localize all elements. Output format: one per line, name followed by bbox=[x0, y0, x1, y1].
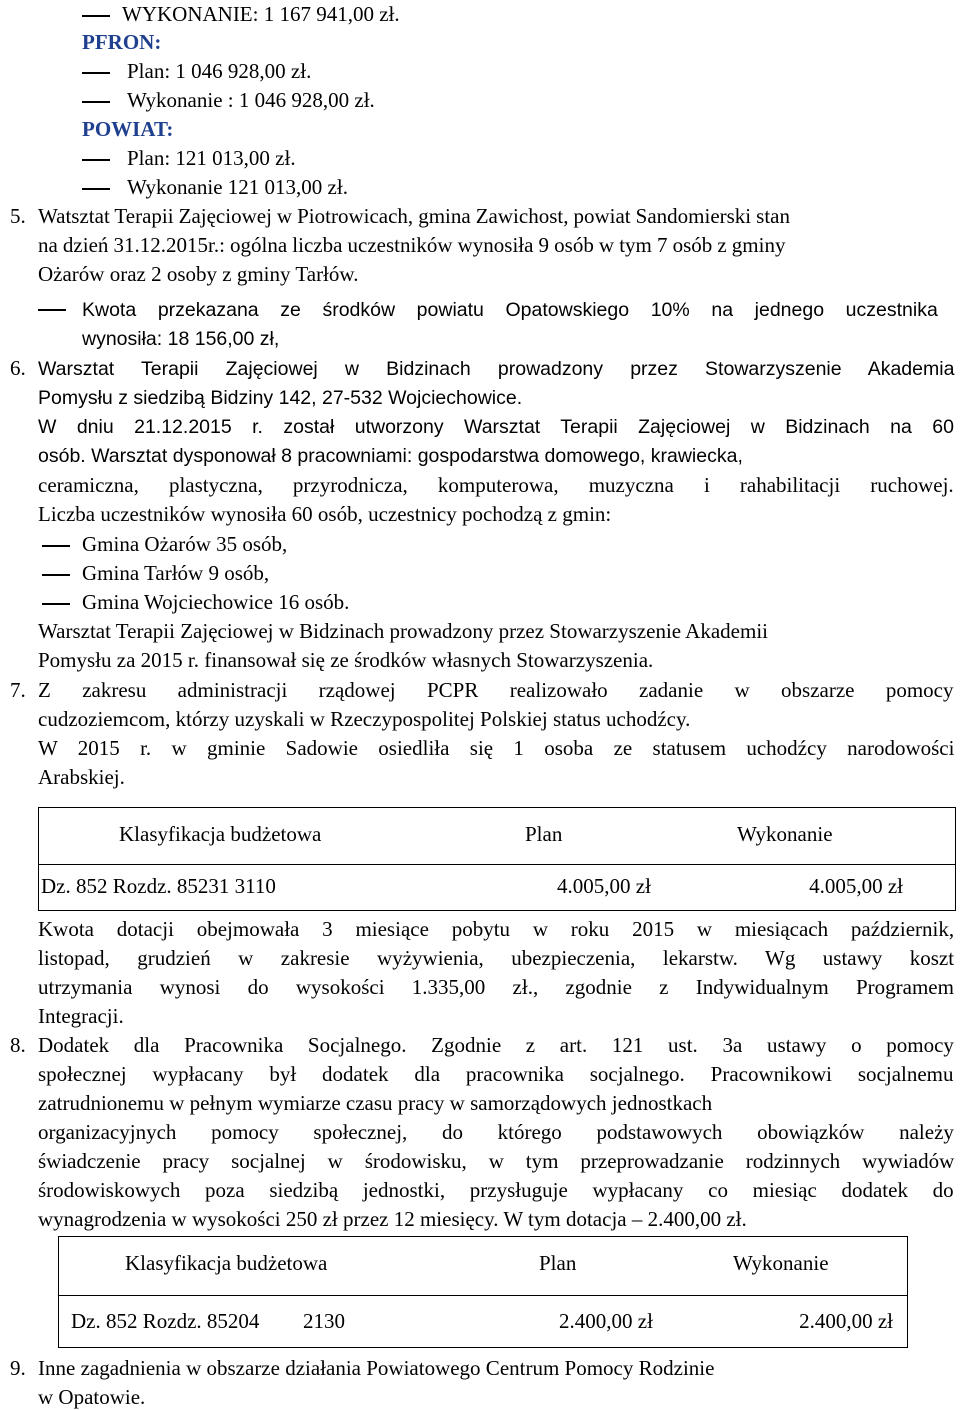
item6-line6: Liczba uczestników wynosiła 60 osób, uczestnicy pochodzą z gmin: bbox=[38, 502, 612, 526]
item5-bullet-line1: Kwota przekazana ze środków powiatu Opatowskiego 10% na jednego uczestnika bbox=[82, 299, 938, 321]
item8-line7: wynagrodzenia w wysokości 250 zł przez 12 miesięcy. W tym dotacja – 2.400,00 zł. bbox=[38, 1207, 747, 1231]
item8-line5: świadczenie pracy socjalnej w środowisku, w tym przeprowadzanie rodzinnych wywiadów bbox=[38, 1149, 955, 1173]
item8-line2: społecznej wypłacany był dodatek dla pracownika socjalnego. Pracownikowi socjalnemu bbox=[38, 1062, 954, 1086]
pfron-plan: Plan: 1 046 928,00 zł. bbox=[127, 59, 312, 83]
item6-line1: Warsztat Terapii Zajęciowej w Bidzinach prowadzony przez Stowarzyszenie Akademia bbox=[38, 358, 955, 380]
item5-line2: na dzień 31.12.2015r.: ogólna liczba uczestników wynosiła 9 osób w tym 7 osób z gminy bbox=[38, 233, 786, 257]
table-header-klasyfikacja: Klasyfikacja budżetowa bbox=[125, 1251, 328, 1275]
item7-line4: Arabskiej. bbox=[38, 765, 125, 789]
item-number: 6. bbox=[10, 356, 26, 380]
item7-line2: cudzoziemcom, którzy uzyskali w Rzeczypospolitej Polskiej status uchodźcy. bbox=[38, 707, 691, 731]
table-header-plan: Plan bbox=[525, 822, 563, 846]
item9-line1: Inne zagadnienia w obszarze działania Powiatowego Centrum Pomocy Rodzinie bbox=[38, 1356, 715, 1380]
dash-bullet bbox=[82, 159, 110, 161]
dash-bullet bbox=[42, 574, 70, 576]
item8-line3: zatrudnionemu w pełnym wymiarze czasu pracy w samorządowych jednostkach bbox=[38, 1091, 713, 1115]
table-divider bbox=[39, 864, 955, 865]
table-cell-plan: 2.400,00 zł bbox=[559, 1309, 653, 1333]
table-cell-wykonanie: 2.400,00 zł bbox=[799, 1309, 893, 1333]
dash-bullet bbox=[38, 309, 66, 311]
powiat-plan: Plan: 121 013,00 zł. bbox=[127, 146, 296, 170]
table-cell-plan: 4.005,00 zł bbox=[557, 874, 651, 898]
dash-bullet bbox=[82, 72, 110, 74]
item6-line3: W dniu 21.12.2015 r. został utworzony Warsztat Terapii Zajęciowej w Bidzinach na 60 bbox=[38, 416, 954, 438]
item6-line5: ceramiczna, plastyczna, przyrodnicza, komputerowa, muzyczna i rahabilitacji ruchowej. bbox=[38, 473, 954, 497]
item7-line3: W 2015 r. w gminie Sadowie osiedliła się 1 osoba ze statusem uchodźcy narodowości bbox=[38, 736, 955, 760]
item7-after4: Integracji. bbox=[38, 1004, 124, 1028]
item-number: 7. bbox=[10, 678, 26, 702]
table-cell-klasyfikacja: Dz. 852 Rozdz. 85204 bbox=[71, 1309, 260, 1333]
item7-line1: Z zakresu administracji rządowej PCPR realizowało zadanie w obszarze pomocy bbox=[38, 678, 954, 702]
budget-table-7 bbox=[38, 807, 956, 911]
item8-line1: Dodatek dla Pracownika Socjalnego. Zgodnie z art. 121 ust. 3a ustawy o pomocy bbox=[38, 1033, 954, 1057]
table-header-wykonanie: Wykonanie bbox=[733, 1251, 829, 1275]
pfron-wykonanie: Wykonanie : 1 046 928,00 zł. bbox=[127, 88, 375, 112]
item5-bullet-line2: wynosiła: 18 156,00 zł, bbox=[82, 328, 280, 350]
item6-line2: Pomysłu z siedzibą Bidziny 142, 27-532 Wojciechowice. bbox=[38, 387, 523, 409]
item5-line3: Ożarów oraz 2 osoby z gminy Tarłów. bbox=[38, 262, 359, 286]
item6-line8: Pomysłu za 2015 r. finansował się ze środków własnych Stowarzyszenia. bbox=[38, 648, 654, 672]
table-cell-paragraf: 2130 bbox=[303, 1309, 345, 1333]
dash-bullet bbox=[42, 603, 70, 605]
dash-bullet bbox=[82, 101, 110, 103]
item9-line2: w Opatowie. bbox=[38, 1385, 146, 1409]
table-header-plan: Plan bbox=[539, 1251, 577, 1275]
item7-after2: listopad, grudzień w zakresie wyżywienia, ubezpieczenia, lekarstw. Wg ustawy koszt bbox=[38, 946, 955, 970]
powiat-heading: POWIAT: bbox=[82, 117, 174, 141]
table-header-klasyfikacja: Klasyfikacja budżetowa bbox=[119, 822, 322, 846]
table-cell-wykonanie: 4.005,00 zł bbox=[809, 874, 903, 898]
item-number: 9. bbox=[10, 1356, 26, 1380]
item-number: 5. bbox=[10, 204, 26, 228]
item7-after3: utrzymania wynosi do wysokości 1.335,00 zł., zgodnie z Indywidualnym Programem bbox=[38, 975, 954, 999]
table-divider bbox=[59, 1295, 907, 1296]
item6-line7: Warsztat Terapii Zajęciowej w Bidzinach prowadzony przez Stowarzyszenie Akademii bbox=[38, 619, 768, 643]
item8-line4: organizacyjnych pomocy społecznej, do którego podstawowych obowiązków należy bbox=[38, 1120, 954, 1144]
dash-bullet bbox=[82, 15, 110, 17]
gmina-item: Gmina Tarłów 9 osób, bbox=[82, 561, 270, 585]
item7-after1: Kwota dotacji obejmowała 3 miesiące pobytu w roku 2015 w miesiącach październik, bbox=[38, 917, 955, 941]
item-number: 8. bbox=[10, 1033, 26, 1057]
wykonanie-line: WYKONANIE: 1 167 941,00 zł. bbox=[122, 2, 400, 26]
powiat-wykonanie: Wykonanie 121 013,00 zł. bbox=[127, 175, 348, 199]
gmina-item: Gmina Wojciechowice 16 osób. bbox=[82, 590, 350, 614]
budget-table-8 bbox=[58, 1236, 908, 1348]
dash-bullet bbox=[82, 188, 110, 190]
item5-line1: Watsztat Terapii Zajęciowej w Piotrowicach, gmina Zawichost, powiat Sandomierski stan bbox=[38, 204, 791, 228]
item6-line4: osób. Warsztat dysponował 8 pracowniami: gospodarstwa domowego, krawiecka, bbox=[38, 445, 743, 467]
gmina-item: Gmina Ożarów 35 osób, bbox=[82, 532, 288, 556]
pfron-heading: PFRON: bbox=[82, 30, 162, 54]
table-cell-klasyfikacja: Dz. 852 Rozdz. 85231 3110 bbox=[41, 874, 276, 898]
item8-line6: środowiskowych poza siedzibą jednostki, przysługuje wypłacany co miesiąc dodatek do bbox=[38, 1178, 954, 1202]
table-header-wykonanie: Wykonanie bbox=[737, 822, 833, 846]
dash-bullet bbox=[42, 545, 70, 547]
